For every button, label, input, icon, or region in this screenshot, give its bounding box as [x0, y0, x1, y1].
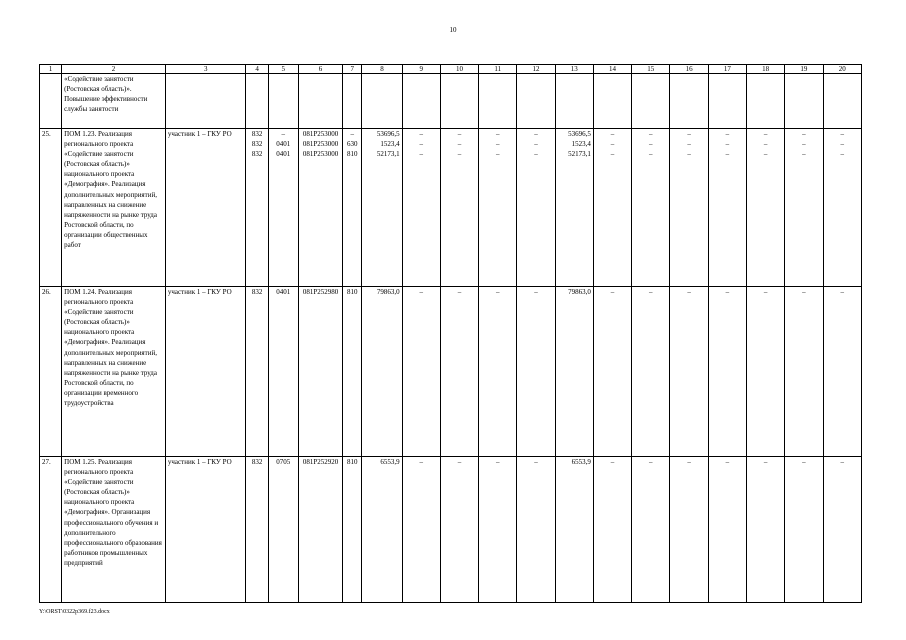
table-row	[40, 287, 862, 457]
cell-line: –	[802, 130, 806, 138]
measure-title: ПОМ 1.25. Реализация регионального проекта «Содействие занятости (Ростовская область)» национального проекта «Демография». Организация профессионального обучения и дополнительного профессионального образования работников промышленных предприятий	[62, 457, 166, 603]
col-header: 8	[362, 65, 402, 74]
vr-code: 810	[343, 287, 362, 457]
year-amount	[632, 129, 670, 287]
year-amount: –	[746, 457, 784, 603]
csr-code	[298, 129, 342, 287]
cell-line: –	[687, 150, 691, 159]
row-number: 27.	[40, 457, 62, 603]
col-header: 18	[746, 65, 784, 74]
cell-line: –	[495, 140, 500, 149]
cell-line: 52173,1	[376, 150, 400, 159]
year-amount: –	[517, 287, 555, 457]
col-header: 9	[402, 65, 440, 74]
year-amount: –	[402, 457, 440, 603]
executor: участник 1 – ГКУ РО	[165, 287, 246, 457]
col-header: 3	[165, 65, 246, 74]
cell-line: –	[534, 150, 538, 159]
measure-title: ПОМ 1.23. Реализация регионального проекта «Содействие занятости (Ростовская область)» национального проекта «Демография». Реализация дополнительных мероприятий, направленных на снижение напряженности на рынке труда Ростовской области, по организации общественных работ	[62, 129, 166, 287]
cell-line: –	[840, 130, 844, 138]
budget-table	[39, 64, 862, 603]
year-amount	[670, 129, 708, 287]
cell-line: 53696,5	[376, 130, 400, 138]
cell-line: 081P253000	[302, 150, 339, 159]
file-path-footer: Y:\ORST\0322p369.f23.docx	[39, 609, 110, 615]
col-header: 15	[632, 65, 670, 74]
col-header: 7	[343, 65, 362, 74]
cell-line: –	[840, 150, 844, 159]
total-amount	[362, 129, 402, 287]
year-amount: –	[785, 287, 823, 457]
total-amount: 6553,9	[362, 457, 402, 603]
year-amount: 79863,0	[555, 287, 593, 457]
cell-line: 630	[346, 140, 358, 149]
col-header: 1	[40, 65, 62, 74]
year-amount: –	[440, 287, 478, 457]
cell-line: 832	[251, 150, 263, 159]
col-header: 2	[62, 65, 166, 74]
cell-line: –	[534, 140, 538, 149]
gr-bs-code	[246, 129, 268, 287]
table-row	[40, 129, 862, 287]
cell-line: –	[649, 140, 653, 149]
executor: участник 1 – ГКУ РО	[165, 129, 246, 287]
col-header: 13	[555, 65, 593, 74]
col-header: 12	[517, 65, 555, 74]
year-amount	[708, 129, 746, 287]
cell-line: –	[495, 150, 500, 159]
cell-line: –	[725, 140, 730, 149]
year-amount	[517, 129, 555, 287]
year-amount: –	[746, 287, 784, 457]
executor: участник 1 – ГКУ РО	[165, 457, 246, 603]
rz-pr-code	[268, 129, 298, 287]
cell-line: 081P253000	[302, 130, 339, 138]
csr-code: 081P252920	[298, 457, 342, 603]
cell-line: –	[610, 140, 615, 149]
page-number: 10	[449, 26, 457, 34]
cell-line: –	[457, 130, 462, 138]
year-amount: –	[632, 457, 670, 603]
cell-line: –	[419, 140, 423, 149]
col-header: 10	[440, 65, 478, 74]
vr-code: 810	[343, 457, 362, 603]
rz-pr-code: 0401	[268, 287, 298, 457]
col-header: 20	[823, 65, 862, 74]
rz-pr-code: 0705	[268, 457, 298, 603]
year-amount	[785, 129, 823, 287]
cell-line: 0401	[276, 150, 291, 159]
year-amount: –	[402, 287, 440, 457]
cell-line: 53696,5	[568, 130, 591, 138]
year-amount	[555, 129, 593, 287]
cell-line: 0401	[276, 140, 291, 149]
row-number: 25.	[40, 129, 62, 287]
cell-line: –	[840, 140, 844, 149]
cell-line: –	[457, 140, 462, 149]
cell-line: –	[419, 150, 423, 159]
cell-line: –	[281, 130, 285, 138]
year-amount: –	[517, 457, 555, 603]
cell-line: –	[802, 150, 806, 159]
year-amount: –	[670, 287, 708, 457]
cell-line: –	[350, 130, 354, 138]
year-amount: –	[823, 457, 862, 603]
row-number: 26.	[40, 287, 62, 457]
col-header: 16	[670, 65, 708, 74]
vr-code	[343, 129, 362, 287]
cell-line: –	[763, 140, 768, 149]
col-header: 17	[708, 65, 746, 74]
cell-line: –	[763, 150, 768, 159]
year-amount: –	[593, 457, 631, 603]
measure-title: «Содействие занятости (Ростовская область)». Повышение эффективности службы занятости	[62, 74, 166, 129]
cell-line: 832	[251, 140, 263, 149]
year-amount	[440, 129, 478, 287]
gr-bs-code: 832	[246, 457, 268, 603]
cell-line: –	[649, 150, 653, 159]
cell-line: –	[802, 140, 806, 149]
cell-line: –	[534, 130, 538, 138]
cell-line: 1523,4	[380, 140, 400, 149]
cell-line: –	[610, 130, 615, 138]
year-amount: –	[479, 457, 517, 603]
year-amount: –	[632, 287, 670, 457]
cell-line: 832	[251, 130, 263, 138]
table-row	[40, 74, 862, 129]
cell-line: 1523,4	[571, 140, 591, 149]
cell-line: –	[610, 150, 615, 159]
year-amount: –	[785, 457, 823, 603]
gr-bs-code: 832	[246, 287, 268, 457]
cell-line: –	[763, 130, 768, 138]
year-amount: –	[593, 287, 631, 457]
total-amount: 79863,0	[362, 287, 402, 457]
cell-line: –	[687, 130, 691, 138]
cell-line: –	[457, 150, 462, 159]
year-amount: –	[708, 457, 746, 603]
year-amount: 6553,9	[555, 457, 593, 603]
year-amount: –	[670, 457, 708, 603]
cell-line: –	[649, 130, 653, 138]
year-amount	[479, 129, 517, 287]
cell-line: 081P253000	[302, 140, 339, 149]
cell-line: 52173,1	[568, 150, 591, 159]
col-header: 14	[593, 65, 631, 74]
year-amount	[402, 129, 440, 287]
column-number-header	[40, 65, 862, 74]
col-header: 4	[246, 65, 268, 74]
year-amount	[823, 129, 862, 287]
cell-line: –	[495, 130, 500, 138]
year-amount: –	[823, 287, 862, 457]
cell-line: –	[687, 140, 691, 149]
col-header: 11	[479, 65, 517, 74]
cell-line: –	[725, 150, 730, 159]
table-row	[40, 457, 862, 603]
year-amount	[746, 129, 784, 287]
year-amount: –	[479, 287, 517, 457]
year-amount	[593, 129, 631, 287]
year-amount: –	[708, 287, 746, 457]
year-amount: –	[440, 457, 478, 603]
col-header: 6	[298, 65, 342, 74]
measure-title: ПОМ 1.24. Реализация регионального проекта «Содействие занятости (Ростовская область)» национального проекта «Демография». Реализация дополнительных мероприятий, направленных на снижение напряженности на рынке труда Ростовской области, по организации временного трудоустройства	[62, 287, 166, 457]
csr-code: 081P252980	[298, 287, 342, 457]
cell-line: –	[725, 130, 730, 138]
col-header: 19	[785, 65, 823, 74]
col-header: 5	[268, 65, 298, 74]
cell-line: –	[419, 130, 423, 138]
cell-line: 810	[346, 150, 358, 159]
